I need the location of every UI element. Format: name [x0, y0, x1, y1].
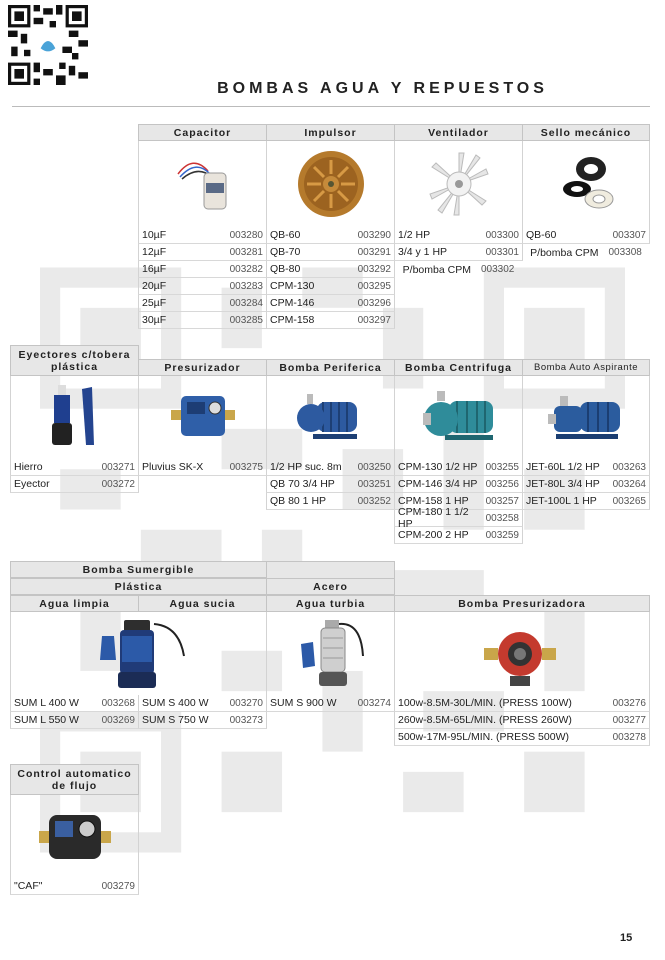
capacitor-image: [138, 141, 267, 227]
list-item: Hierro 003271: [10, 459, 139, 476]
presurizadora-header: Bomba Presurizadora: [394, 595, 650, 612]
list-item: QB-70 003291: [266, 244, 395, 261]
list-item: 3/4 y 1 HP 003301: [394, 244, 523, 261]
list-item: 1/2 HP suc. 8m 003250: [266, 459, 395, 476]
acero-header: Acero: [266, 578, 395, 595]
list-item: CPM-130 1/2 HP 003255: [394, 459, 523, 476]
page-title: BOMBAS AGUA Y REPUESTOS: [217, 80, 548, 97]
list-item: P/bomba CPM 003302: [402, 263, 515, 276]
list-item: 500w-17M-95L/MIN. (PRESS 500W) 003278: [394, 729, 650, 746]
list-item: JET-60L 1/2 HP 003263: [522, 459, 650, 476]
mechanical-seal-image: [522, 141, 650, 227]
fan-icon: [424, 149, 494, 219]
self-priming-pump-image: [522, 376, 650, 459]
list-item: SUM S 400 W 003270: [138, 695, 267, 712]
sumergible-header: Bomba Sumergible: [10, 561, 267, 578]
list-item: SUM L 550 W 003269: [10, 712, 139, 729]
impeller-icon: [295, 148, 367, 220]
list-item: CPM-130 003295: [266, 278, 395, 295]
submersible-steel-image: [266, 612, 395, 695]
steel-submersible-icon: [291, 616, 371, 692]
list-item: 30µF 003285: [138, 312, 267, 329]
list-item: CPM-146 003296: [266, 295, 395, 312]
agua-turbia-header: Agua turbia: [266, 595, 395, 612]
plastica-header: Plástica: [10, 578, 267, 595]
list-item: JET-80L 3/4 HP 003264: [522, 476, 650, 493]
fan-image: [394, 141, 523, 227]
eyectores-header: Eyectores c/tobera plástica: [10, 345, 139, 376]
list-item: Pluvius SK-X 003275: [138, 459, 267, 476]
list-item: Eyector 003272: [10, 476, 139, 493]
submersible-pump-icon: [84, 616, 194, 692]
list-item: 12µF 003281: [138, 244, 267, 261]
list-item: 100w-8.5M-30L/MIN. (PRESS 100W) 003276: [394, 695, 650, 712]
pressurizing-pump-image: [394, 612, 650, 695]
self-priming-pump-icon: [546, 388, 626, 448]
list-item: 260w-8.5M-65L/MIN. (PRESS 260W) 003277: [394, 712, 650, 729]
list-item: P/bomba CPM 003308: [530, 246, 642, 259]
peripheral-pump-image: [266, 376, 395, 459]
list-item: 1/2 HP 003300: [394, 227, 523, 244]
list-item: 16µF 003282: [138, 261, 267, 278]
list-item: CPM-180 1 1/2 HP 003258: [394, 510, 523, 527]
capacitor-header: Capacitor: [138, 124, 267, 141]
auto-aspirante-header: Bomba Auto Aspirante: [522, 359, 650, 376]
list-item: CPM-158 1 HP 003257: [394, 493, 523, 510]
list-item: QB-80 003292: [266, 261, 395, 278]
list-item: CPM-158 003297: [266, 312, 395, 329]
sumergible-header-filler: [266, 561, 395, 578]
list-item: QB-60 003307: [522, 227, 650, 244]
agua-limpia-header: Agua limpia: [10, 595, 139, 612]
pressurizer-image: [138, 376, 267, 459]
sello-header: Sello mecánico: [522, 124, 650, 141]
submersible-plastic-image: [10, 612, 267, 695]
impulsor-header: Impulsor: [266, 124, 395, 141]
presurizador-header: Presurizador: [138, 359, 267, 376]
list-item: 10µF 003280: [138, 227, 267, 244]
centrifugal-pump-icon: [419, 387, 499, 449]
peripheral-pump-icon: [293, 388, 369, 448]
periferica-header: Bomba Periferica: [266, 359, 395, 376]
list-item: QB 80 1 HP 003252: [266, 493, 395, 510]
list-item: SUM S 900 W 003274: [266, 695, 395, 712]
list-item: JET-100L 1 HP 003265: [522, 493, 650, 510]
circulator-pump-icon: [482, 618, 562, 690]
seal-icon: [551, 149, 621, 219]
list-item: "CAF" 003279: [10, 878, 139, 895]
list-item: CPM-146 3/4 HP 003256: [394, 476, 523, 493]
centrifugal-pump-image: [394, 376, 523, 459]
flow-control-image: [10, 795, 139, 878]
ventilador-header: Ventilador: [394, 124, 523, 141]
list-item: SUM L 400 W 003268: [10, 695, 139, 712]
list-item: SUM S 750 W 003273: [138, 712, 267, 729]
capacitor-icon: [168, 149, 238, 219]
title-divider: [12, 106, 650, 107]
list-item: 20µF 003283: [138, 278, 267, 295]
list-item: 25µF 003284: [138, 295, 267, 312]
agua-sucia-header: Agua sucia: [138, 595, 267, 612]
page-number: 15: [620, 932, 633, 944]
ejector-image: [10, 376, 139, 459]
list-item: QB 70 3/4 HP 003251: [266, 476, 395, 493]
list-item: CPM-200 2 HP 003259: [394, 527, 523, 544]
impeller-image: [266, 141, 395, 227]
flujo-header: Control automatico de flujo: [10, 764, 139, 795]
ejector-icon: [40, 383, 110, 453]
flow-control-icon: [37, 805, 113, 869]
pressurizer-icon: [167, 388, 239, 448]
qr-code-logo: [8, 5, 88, 85]
list-item: QB-60 003290: [266, 227, 395, 244]
centrifuga-header: Bomba Centrifuga: [394, 359, 523, 376]
